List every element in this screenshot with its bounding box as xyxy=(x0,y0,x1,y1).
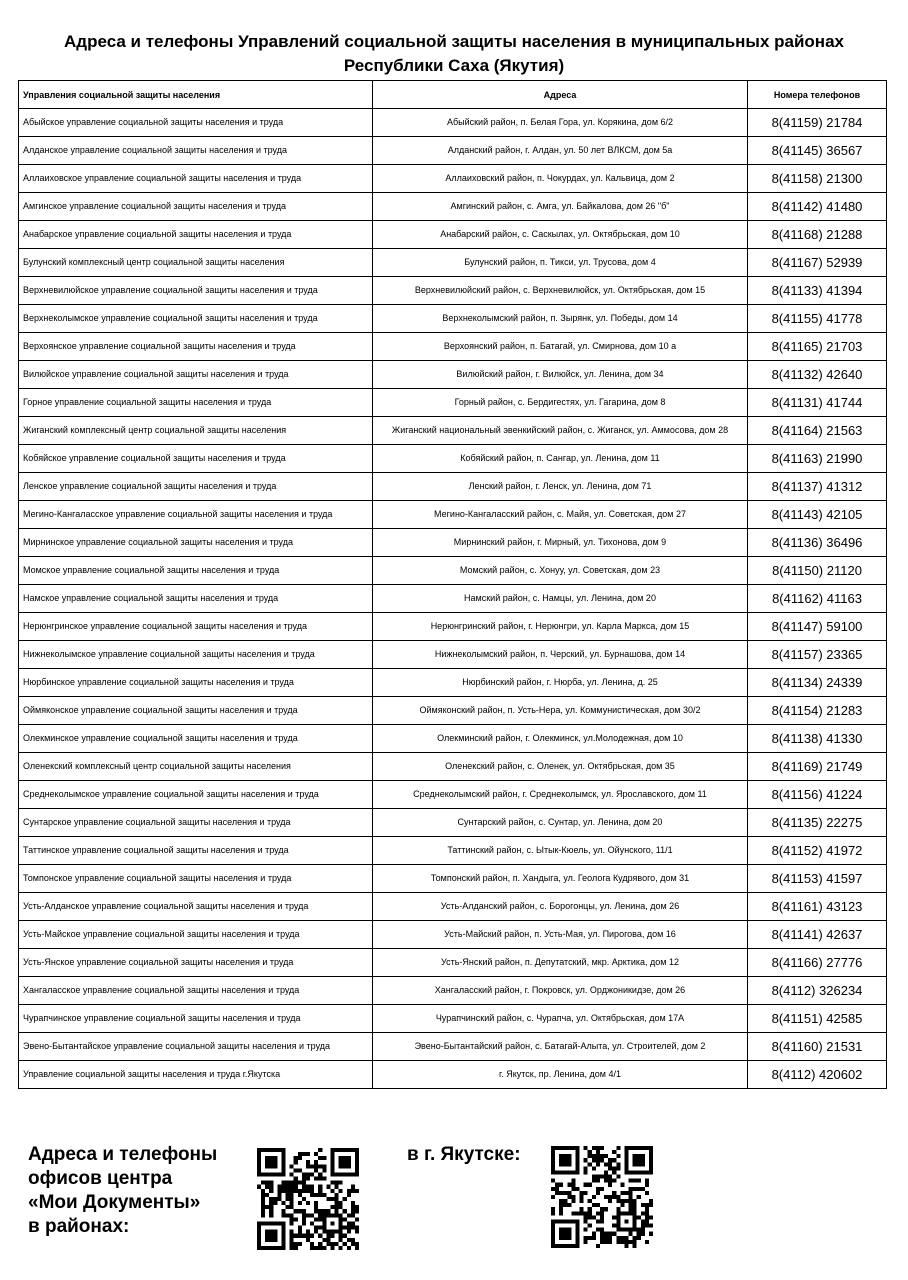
office-name-cell: Нерюнгринское управление социальной защиты населения и труда xyxy=(19,613,373,641)
office-name-cell: Усть-Майское управление социальной защиты населения и труда xyxy=(19,921,373,949)
phone-cell: 8(41141) 42637 xyxy=(748,921,887,949)
address-cell: Момский район, с. Хонуу, ул. Советская, дом 23 xyxy=(373,557,748,585)
table-row xyxy=(19,277,887,305)
phone-cell: 8(41160) 21531 xyxy=(748,1033,887,1061)
office-name-cell: Нюрбинское управление социальной защиты населения и труда xyxy=(19,669,373,697)
phone-cell: 8(41165) 21703 xyxy=(748,333,887,361)
phone-cell: 8(41150) 21120 xyxy=(748,557,887,585)
phone-cell: 8(41154) 21283 xyxy=(748,697,887,725)
address-cell: Среднеколымский район, г. Среднеколымск, ул. Ярославского, дом 11 xyxy=(373,781,748,809)
office-name-cell: Томпонское управление социальной защиты населения и труда xyxy=(19,865,373,893)
address-cell: Верхневилюйский район, с. Верхневилюйск, ул. Октябрьская, дом 15 xyxy=(373,277,748,305)
phone-cell: 8(41162) 41163 xyxy=(748,585,887,613)
table-row xyxy=(19,893,887,921)
yakutsk-label: в г. Якутске: xyxy=(407,1144,521,1165)
office-name-cell: Среднеколымское управление социальной защиты населения и труда xyxy=(19,781,373,809)
office-name-cell: Мирнинское управление социальной защиты населения и труда xyxy=(19,529,373,557)
table-row xyxy=(19,445,887,473)
phone-cell: 8(41151) 42585 xyxy=(748,1005,887,1033)
address-cell: Намский район, с. Намцы, ул. Ленина, дом 20 xyxy=(373,585,748,613)
phone-cell: 8(41131) 41744 xyxy=(748,389,887,417)
address-cell: Абыйский район, п. Белая Гора, ул. Корякина, дом 6/2 xyxy=(373,109,748,137)
office-name-cell: Хангаласское управление социальной защиты населения и труда xyxy=(19,977,373,1005)
moi-dokumenty-districts-label xyxy=(28,1143,217,1239)
office-name-cell: Амгинское управление социальной защиты населения и труда xyxy=(19,193,373,221)
address-cell: Оймяконский район, п. Усть-Нера, ул. Коммунистическая, дом 30/2 xyxy=(373,697,748,725)
phone-cell: 8(41168) 21288 xyxy=(748,221,887,249)
phone-cell: 8(41145) 36567 xyxy=(748,137,887,165)
phone-cell: 8(41163) 21990 xyxy=(748,445,887,473)
office-name-cell: Верхоянское управление социальной защиты населения и труда xyxy=(19,333,373,361)
table-row xyxy=(19,725,887,753)
label-line: Адреса и телефоны xyxy=(28,1144,218,1165)
table-row xyxy=(19,501,887,529)
office-name-cell: Олекминское управление социальной защиты населения и труда xyxy=(19,725,373,753)
table-row xyxy=(19,865,887,893)
table-row xyxy=(19,669,887,697)
table-row xyxy=(19,809,887,837)
phone-cell: 8(41147) 59100 xyxy=(748,613,887,641)
address-cell: Нерюнгринский район, г. Нерюнгри, ул. Карла Маркса, дом 15 xyxy=(373,613,748,641)
label-line: в районах: xyxy=(28,1216,130,1237)
address-cell: Кобяйский район, п. Сангар, ул. Ленина, дом 11 xyxy=(373,445,748,473)
phone-cell: 8(41156) 41224 xyxy=(748,781,887,809)
table-row xyxy=(19,221,887,249)
table-row xyxy=(19,641,887,669)
address-cell: Мирнинский район, г. Мирный, ул. Тихонова, дом 9 xyxy=(373,529,748,557)
table-row xyxy=(19,753,887,781)
address-cell: Усть-Янский район, п. Депутатский, мкр. Арктика, дом 12 xyxy=(373,949,748,977)
phone-cell: 8(41133) 41394 xyxy=(748,277,887,305)
address-cell: Таттинский район, с. Ытык-Кюель, ул. Ойунского, 11/1 xyxy=(373,837,748,865)
phone-cell: 8(41161) 43123 xyxy=(748,893,887,921)
phone-cell: 8(41159) 21784 xyxy=(748,109,887,137)
table-row xyxy=(19,361,887,389)
address-cell: Оленекский район, с. Оленек, ул. Октябрьская, дом 35 xyxy=(373,753,748,781)
office-name-cell: Абыйское управление социальной защиты населения и труда xyxy=(19,109,373,137)
phone-cell: 8(41157) 23365 xyxy=(748,641,887,669)
address-cell: Усть-Майский район, п. Усть-Мая, ул. Пирогова, дом 16 xyxy=(373,921,748,949)
address-cell: Вилюйский район, г. Вилюйск, ул. Ленина, дом 34 xyxy=(373,361,748,389)
phone-cell: 8(41135) 22275 xyxy=(748,809,887,837)
address-cell: Алданский район, г. Алдан, ул. 50 лет ВЛКСМ, дом 5а xyxy=(373,137,748,165)
office-name-cell: Усть-Алданское управление социальной защиты населения и труда xyxy=(19,893,373,921)
office-name-cell: Эвено-Бытантайское управление социальной защиты населения и труда xyxy=(19,1033,373,1061)
office-name-cell: Нижнеколымское управление социальной защиты населения и труда xyxy=(19,641,373,669)
table-row xyxy=(19,1005,887,1033)
office-name-cell: Булунский комплексный центр социальной защиты населения xyxy=(19,249,373,277)
office-name-cell: Аллаиховское управление социальной защиты населения и труда xyxy=(19,165,373,193)
office-name-cell: Намское управление социальной защиты населения и труда xyxy=(19,585,373,613)
table-row xyxy=(19,781,887,809)
table-row xyxy=(19,389,887,417)
address-cell: Усть-Алданский район, с. Борогонцы, ул. Ленина, дом 26 xyxy=(373,893,748,921)
address-cell: Верхоянский район, п. Батагай, ул. Смирнова, дом 10 а xyxy=(373,333,748,361)
address-cell: Сунтарский район, с. Сунтар, ул. Ленина, дом 20 xyxy=(373,809,748,837)
office-name-cell: Мегино-Кангаласское управление социальной защиты населения и труда xyxy=(19,501,373,529)
phone-cell: 8(41167) 52939 xyxy=(748,249,887,277)
address-cell: Нюрбинский район, г. Нюрба, ул. Ленина, д. 25 xyxy=(373,669,748,697)
column-header-phone: Номера телефонов xyxy=(748,81,887,109)
phone-cell: 8(41164) 21563 xyxy=(748,417,887,445)
office-name-cell: Ленское управление социальной защиты населения и труда xyxy=(19,473,373,501)
phone-cell: 8(41158) 21300 xyxy=(748,165,887,193)
office-name-cell: Анабарское управление социальной защиты населения и труда xyxy=(19,221,373,249)
phone-cell: 8(41138) 41330 xyxy=(748,725,887,753)
phone-cell: 8(41152) 41972 xyxy=(748,837,887,865)
phone-cell: 8(41136) 36496 xyxy=(748,529,887,557)
phone-cell: 8(41132) 42640 xyxy=(748,361,887,389)
address-cell: Жиганский национальный эвенкийский район, с. Жиганск, ул. Аммосова, дом 28 xyxy=(373,417,748,445)
label-line: офисов центра xyxy=(28,1168,173,1189)
address-cell: Анабарский район, с. Саскылах, ул. Октябрьская, дом 10 xyxy=(373,221,748,249)
label-line: «Мои Документы» xyxy=(28,1192,201,1213)
page-title xyxy=(0,30,908,78)
table-row xyxy=(19,949,887,977)
address-cell: Нижнеколымский район, п. Черский, ул. Бурнашова, дом 14 xyxy=(373,641,748,669)
table-row xyxy=(19,333,887,361)
table-row xyxy=(19,921,887,949)
table-row xyxy=(19,837,887,865)
office-name-cell: Оймяконское управление социальной защиты населения и труда xyxy=(19,697,373,725)
phone-cell: 8(4112) 326234 xyxy=(748,977,887,1005)
column-header-office: Управления социальной защиты населения xyxy=(19,81,373,109)
offices-table xyxy=(18,80,887,1089)
office-name-cell: Момское управление социальной защиты населения и труда xyxy=(19,557,373,585)
phone-cell: 8(41142) 41480 xyxy=(748,193,887,221)
office-name-cell: Управление социальной защиты населения и труда г.Якутска xyxy=(19,1061,373,1089)
table-row xyxy=(19,137,887,165)
table-row xyxy=(19,473,887,501)
phone-cell: 8(41153) 41597 xyxy=(748,865,887,893)
table-header-row xyxy=(19,81,887,109)
address-cell: Хангаласский район, г. Покровск, ул. Орджоникидзе, дом 26 xyxy=(373,977,748,1005)
table-row xyxy=(19,1033,887,1061)
address-cell: Аллаиховский район, п. Чокурдах, ул. Кальвица, дом 2 xyxy=(373,165,748,193)
table-row xyxy=(19,305,887,333)
phone-cell: 8(41166) 27776 xyxy=(748,949,887,977)
address-cell: Эвено-Бытантайский район, с. Батагай-Алыта, ул. Строителей, дом 2 xyxy=(373,1033,748,1061)
office-name-cell: Алданское управление социальной защиты населения и труда xyxy=(19,137,373,165)
address-cell: Горный район, с. Бердигестях, ул. Гагарина, дом 8 xyxy=(373,389,748,417)
phone-cell: 8(41143) 42105 xyxy=(748,501,887,529)
phone-cell: 8(4112) 420602 xyxy=(748,1061,887,1089)
phone-cell: 8(41155) 41778 xyxy=(748,305,887,333)
office-name-cell: Кобяйское управление социальной защиты населения и труда xyxy=(19,445,373,473)
office-name-cell: Верхнеколымское управление социальной защиты населения и труда xyxy=(19,305,373,333)
address-cell: Ленский район, г. Ленск, ул. Ленина, дом 71 xyxy=(373,473,748,501)
address-cell: Олекминский район, г. Олекминск, ул.Молодежная, дом 10 xyxy=(373,725,748,753)
address-cell: Чурапчинский район, с. Чурапча, ул. Октябрьская, дом 17А xyxy=(373,1005,748,1033)
table-row xyxy=(19,109,887,137)
office-name-cell: Оленекский комплексный центр социальной защиты населения xyxy=(19,753,373,781)
address-cell: Булунский район, п. Тикси, ул. Трусова, дом 4 xyxy=(373,249,748,277)
table-row xyxy=(19,193,887,221)
title-line-2: Республики Саха (Якутия) xyxy=(343,56,565,75)
address-cell: г. Якутск, пр. Ленина, дом 4/1 xyxy=(373,1061,748,1089)
qr-code-districts[interactable] xyxy=(257,1148,359,1250)
table-row xyxy=(19,417,887,445)
title-line-1: Адреса и телефоны Управлений социальной защиты населения в муниципальных районах xyxy=(64,32,844,51)
column-header-address: Адреса xyxy=(373,81,748,109)
office-name-cell: Таттинское управление социальной защиты населения и труда xyxy=(19,837,373,865)
address-cell: Томпонский район, п. Хандыга, ул. Геолога Кудрявого, дом 31 xyxy=(373,865,748,893)
address-cell: Мегино-Кангаласский район, с. Майя, ул. Советская, дом 27 xyxy=(373,501,748,529)
office-name-cell: Сунтарское управление социальной защиты населения и труда xyxy=(19,809,373,837)
office-name-cell: Жиганский комплексный центр социальной защиты населения xyxy=(19,417,373,445)
address-cell: Амгинский район, с. Амга, ул. Байкалова, дом 26 "б" xyxy=(373,193,748,221)
table-row xyxy=(19,697,887,725)
office-name-cell: Верхневилюйское управление социальной защиты населения и труда xyxy=(19,277,373,305)
table-row xyxy=(19,585,887,613)
qr-code-yakutsk[interactable] xyxy=(551,1146,653,1248)
table-row xyxy=(19,1061,887,1089)
table-row xyxy=(19,249,887,277)
office-name-cell: Горное управление социальной защиты населения и труда xyxy=(19,389,373,417)
table-row xyxy=(19,613,887,641)
phone-cell: 8(41169) 21749 xyxy=(748,753,887,781)
phone-cell: 8(41137) 41312 xyxy=(748,473,887,501)
table-row xyxy=(19,529,887,557)
table-row xyxy=(19,557,887,585)
address-cell: Верхнеколымский район, п. Зырянк, ул. Победы, дом 14 xyxy=(373,305,748,333)
phone-cell: 8(41134) 24339 xyxy=(748,669,887,697)
office-name-cell: Чурапчинское управление социальной защиты населения и труда xyxy=(19,1005,373,1033)
table-row xyxy=(19,977,887,1005)
office-name-cell: Усть-Янское управление социальной защиты населения и труда xyxy=(19,949,373,977)
office-name-cell: Вилюйское управление социальной защиты населения и труда xyxy=(19,361,373,389)
table-row xyxy=(19,165,887,193)
